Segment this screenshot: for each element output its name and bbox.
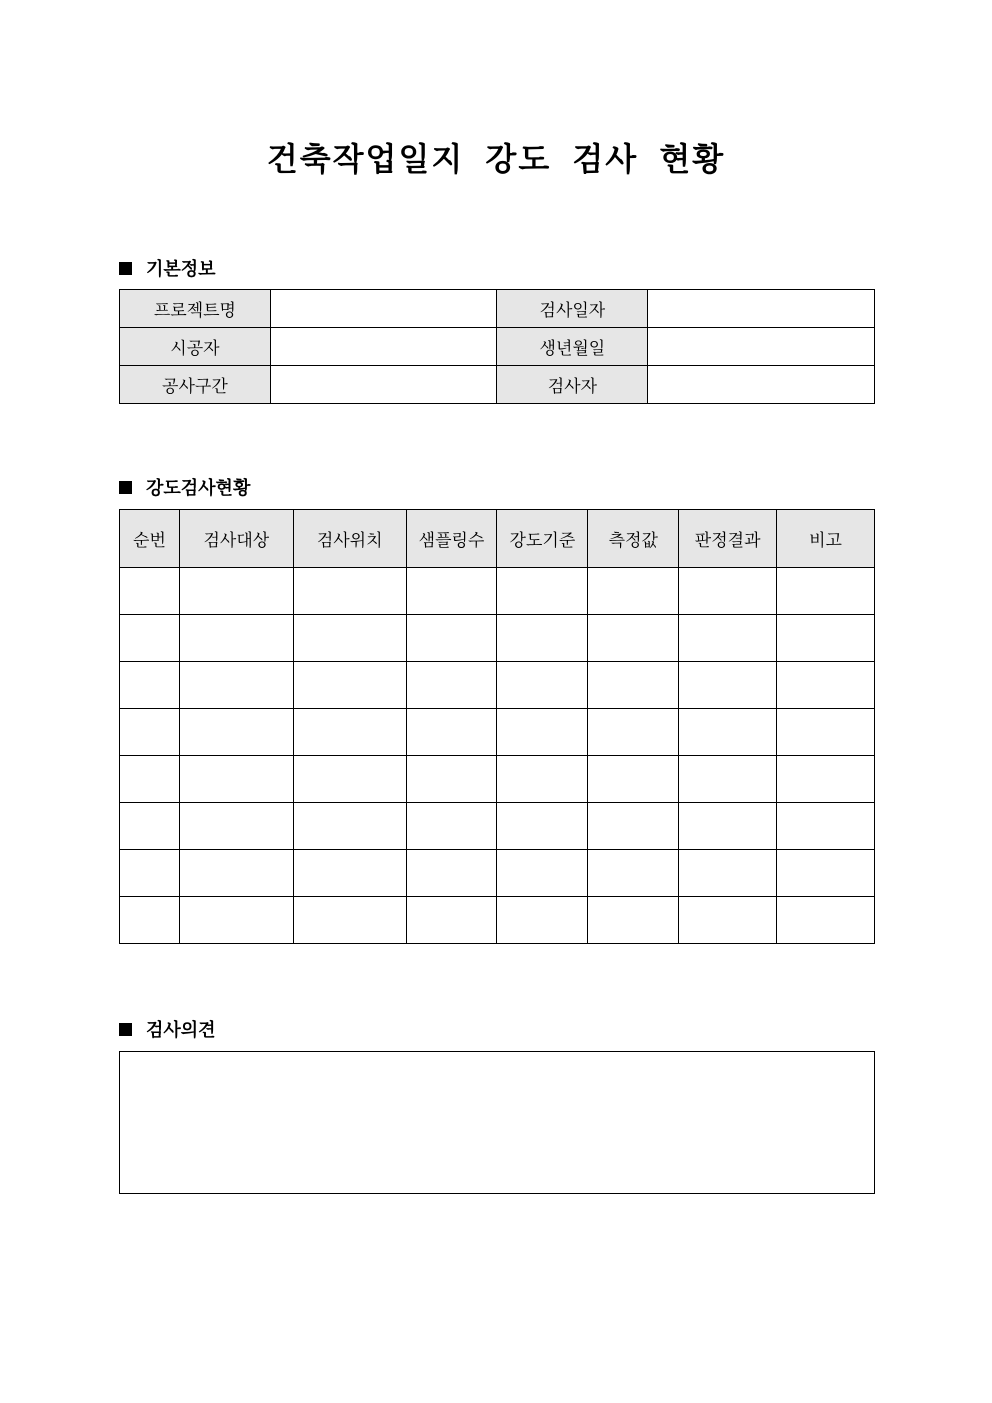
header-measured-value: 측정값 [588,510,679,568]
table-cell[interactable] [497,803,588,850]
table-cell[interactable] [179,568,293,615]
section-title: 강도검사현황 [146,478,251,499]
table-cell[interactable] [588,662,679,709]
table-cell[interactable] [179,850,293,897]
table-row [120,709,875,756]
table-cell[interactable] [588,850,679,897]
header-remarks: 비고 [777,510,875,568]
table-cell[interactable] [293,803,406,850]
label-construction-section: 공사구간 [120,366,271,404]
header-target: 검사대상 [179,510,293,568]
table-row [120,290,875,328]
table-cell[interactable] [497,709,588,756]
table-cell[interactable] [406,709,497,756]
section-title: 기본정보 [146,259,216,280]
contractor-field[interactable] [270,328,497,366]
table-cell[interactable] [120,803,180,850]
table-cell[interactable] [588,897,679,944]
table-cell[interactable] [293,709,406,756]
table-row [120,328,875,366]
table-cell[interactable] [777,615,875,662]
table-cell[interactable] [497,850,588,897]
label-inspector: 검사자 [497,366,648,404]
section-strength-status [119,474,250,500]
table-cell[interactable] [777,897,875,944]
opinion-textarea[interactable] [119,1051,875,1194]
table-row [120,615,875,662]
table-row [120,662,875,709]
table-cell[interactable] [293,615,406,662]
inspector-field[interactable] [648,366,875,404]
table-cell[interactable] [120,897,180,944]
table-cell[interactable] [679,615,777,662]
label-project-name: 프로젝트명 [120,290,271,328]
table-cell[interactable] [588,803,679,850]
table-cell[interactable] [293,568,406,615]
section-title: 검사의견 [146,1020,216,1041]
table-cell[interactable] [588,615,679,662]
square-bullet-icon [119,481,132,494]
table-row [120,850,875,897]
table-cell[interactable] [179,897,293,944]
table-cell[interactable] [679,850,777,897]
table-cell[interactable] [406,568,497,615]
table-cell[interactable] [293,850,406,897]
table-cell[interactable] [679,662,777,709]
table-cell[interactable] [406,756,497,803]
table-cell[interactable] [588,568,679,615]
table-cell[interactable] [406,897,497,944]
table-cell[interactable] [777,756,875,803]
table-cell[interactable] [777,850,875,897]
table-row [120,366,875,404]
table-row [120,803,875,850]
header-no: 순번 [120,510,180,568]
table-cell[interactable] [497,897,588,944]
table-cell[interactable] [588,756,679,803]
label-birth-date: 생년월일 [497,328,648,366]
table-cell[interactable] [406,662,497,709]
table-cell[interactable] [679,803,777,850]
table-cell[interactable] [777,709,875,756]
header-judgement: 판정결과 [679,510,777,568]
table-cell[interactable] [179,662,293,709]
table-cell[interactable] [679,568,777,615]
header-sample-count: 샘플링수 [406,510,497,568]
table-cell[interactable] [406,803,497,850]
construction-section-field[interactable] [270,366,497,404]
table-cell[interactable] [179,803,293,850]
table-cell[interactable] [497,662,588,709]
table-cell[interactable] [679,709,777,756]
table-cell[interactable] [179,615,293,662]
inspection-date-field[interactable] [648,290,875,328]
table-cell[interactable] [777,662,875,709]
section-basic-info [119,255,216,281]
table-cell[interactable] [777,568,875,615]
header-location: 검사위치 [293,510,406,568]
table-cell[interactable] [777,803,875,850]
table-cell[interactable] [293,897,406,944]
header-strength-standard: 강도기준 [497,510,588,568]
square-bullet-icon [119,1023,132,1036]
strength-inspection-table [119,509,875,944]
table-cell[interactable] [497,615,588,662]
table-cell[interactable] [588,709,679,756]
table-cell[interactable] [179,709,293,756]
table-cell[interactable] [120,756,180,803]
table-cell[interactable] [497,568,588,615]
section-opinion [119,1016,216,1042]
project-name-field[interactable] [270,290,497,328]
table-cell[interactable] [679,897,777,944]
table-cell[interactable] [120,709,180,756]
table-cell[interactable] [120,662,180,709]
page-title: 건축작업일지 강도 검사 현황 [266,140,726,178]
table-cell[interactable] [497,756,588,803]
table-cell[interactable] [120,615,180,662]
birth-date-field[interactable] [648,328,875,366]
basic-info-table [119,289,875,404]
table-header-row [120,510,875,568]
table-cell[interactable] [293,662,406,709]
table-cell[interactable] [120,850,180,897]
table-cell[interactable] [406,615,497,662]
table-cell[interactable] [293,756,406,803]
label-contractor: 시공자 [120,328,271,366]
square-bullet-icon [119,262,132,275]
table-row [120,756,875,803]
label-inspection-date: 검사일자 [497,290,648,328]
table-cell[interactable] [679,756,777,803]
table-cell[interactable] [120,568,180,615]
table-cell[interactable] [406,850,497,897]
table-cell[interactable] [179,756,293,803]
table-row [120,897,875,944]
table-row [120,568,875,615]
